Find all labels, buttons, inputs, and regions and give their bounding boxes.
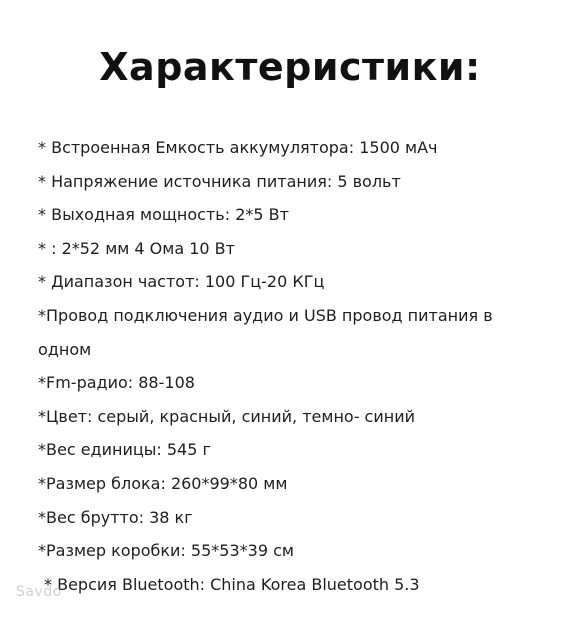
spec-output-power: * Выходная мощность: 2*5 Вт — [38, 205, 289, 225]
page-title: Характеристики: — [99, 45, 481, 90]
spec-gross-weight: *Вес брутто: 38 кг — [38, 507, 193, 527]
spec-supply-voltage: * Напряжение источника питания: 5 вольт — [38, 171, 401, 191]
spec-box-size: *Размер коробки: 55*53*39 см — [38, 541, 294, 561]
spec-colors: *Цвет: серый, красный, синий, темно- синий — [38, 406, 415, 426]
spec-battery-capacity: * Встроенная Емкость аккумулятора: 1500 мАч — [38, 138, 438, 157]
spec-bluetooth-version: * Версия Bluetooth: China Korea Bluetooth 5.3 — [44, 574, 420, 594]
spec-frequency-range: * Диапазон частот: 100 Гц-20 КГц — [38, 272, 325, 292]
spec-cable: *Провод подключения аудио и USB провод питания в одном — [38, 305, 493, 359]
spec-unit-size: *Размер блока: 260*99*80 мм — [38, 473, 288, 493]
spec-unit-weight: *Вес единицы: 545 г — [38, 440, 211, 460]
spec-fm-radio: *Fm-радио: 88-108 — [38, 373, 195, 393]
watermark-logo: Savdo — [16, 584, 62, 600]
spec-speaker: * : 2*52 мм 4 Ома 10 Вт — [38, 238, 235, 258]
spec-list — [38, 131, 558, 601]
